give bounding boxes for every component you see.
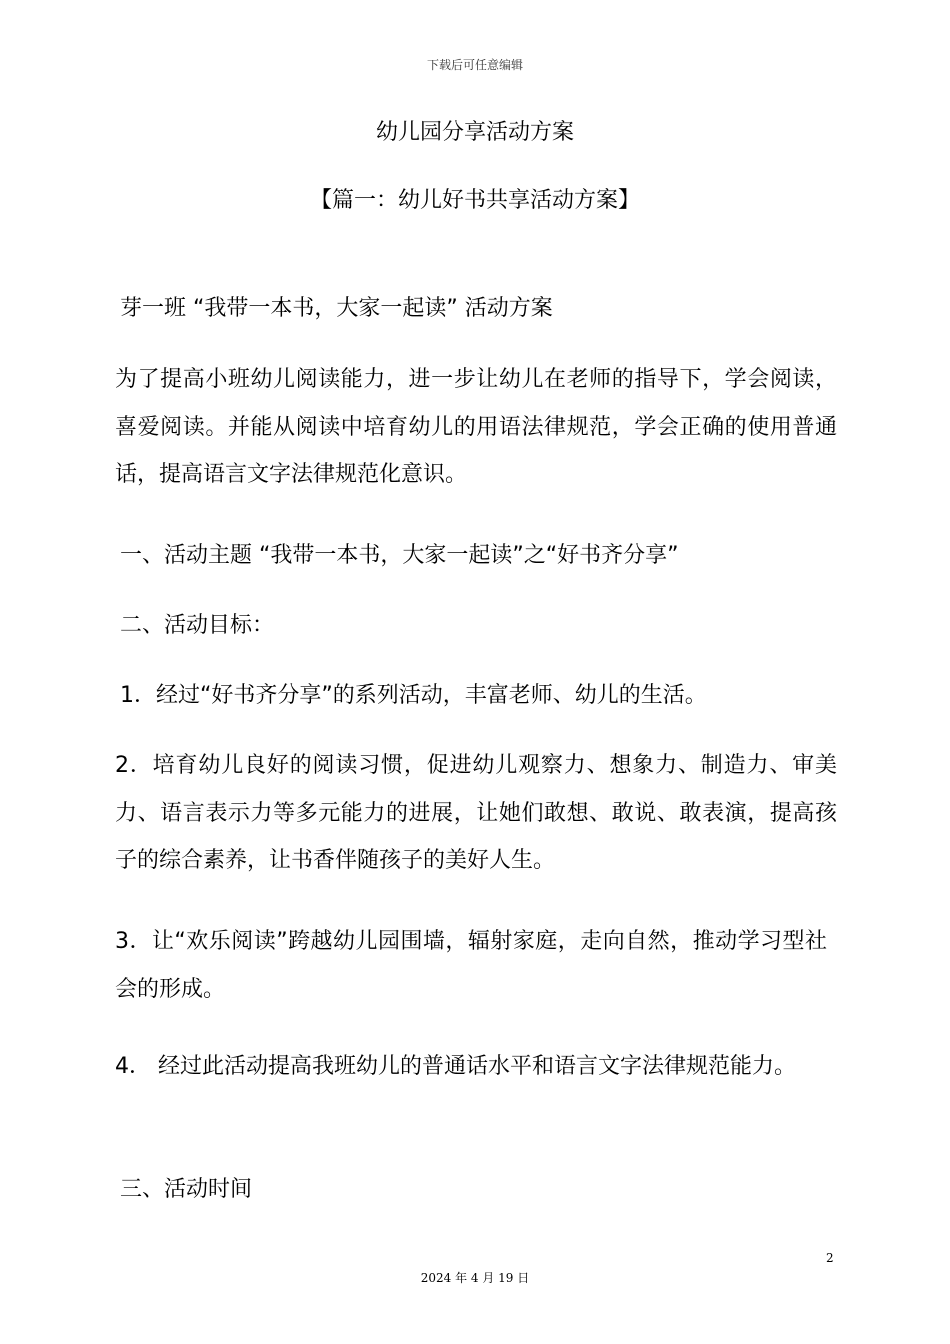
document-subtitle: 【篇一：幼儿好书共享活动方案】 [309, 188, 640, 213]
header-note: 下载后可任意编辑 [426, 58, 523, 72]
paragraph-goal-1: 1．经过“好书齐分享”的系列活动，丰富老师、幼儿的生活。 [120, 683, 707, 708]
paragraph-activity-plan-title: 芽一班 “我带一本书，大家一起读” 活动方案 [120, 296, 553, 321]
paragraph-time-heading: 三、活动时间 [120, 1177, 253, 1202]
paragraph-theme: 一、活动主题 “我带一本书，大家一起读”之“好书齐分享” [120, 543, 679, 568]
document-title: 幼儿园分享活动方案 [375, 120, 574, 145]
paragraph-purpose: 为了提高小班幼儿阅读能力，进一步让幼儿在老师的指导下，学会阅读，喜爱阅读。并能从阅读中培育幼儿的用语法律规范，学会正确的使用普通话，提高语言文字法律规范化意识。 [115, 367, 837, 487]
page-number: 2 [826, 1251, 834, 1265]
footer-date: 2024 年 4 月 19 日 [420, 1271, 530, 1285]
paragraph-goal-4: 4． 经过此活动提高我班幼儿的普通话水平和语言文字法律规范能力。 [115, 1054, 796, 1079]
paragraph-goals-heading: 二、活动目标： [120, 613, 275, 638]
paragraph-goal-2: 2．培育幼儿良好的阅读习惯，促进幼儿观察力、想象力、制造力、审美力、语言表示力等多元能力的进展，让她们敢想、敢说、敢表演，提高孩子的综合素养，让书香伴随孩子的美好人生。 [115, 753, 837, 873]
paragraph-goal-3: 3．让“欢乐阅读”跨越幼儿园围墙，辐射家庭，走向自然，推动学习型社会的形成。 [115, 929, 827, 1002]
